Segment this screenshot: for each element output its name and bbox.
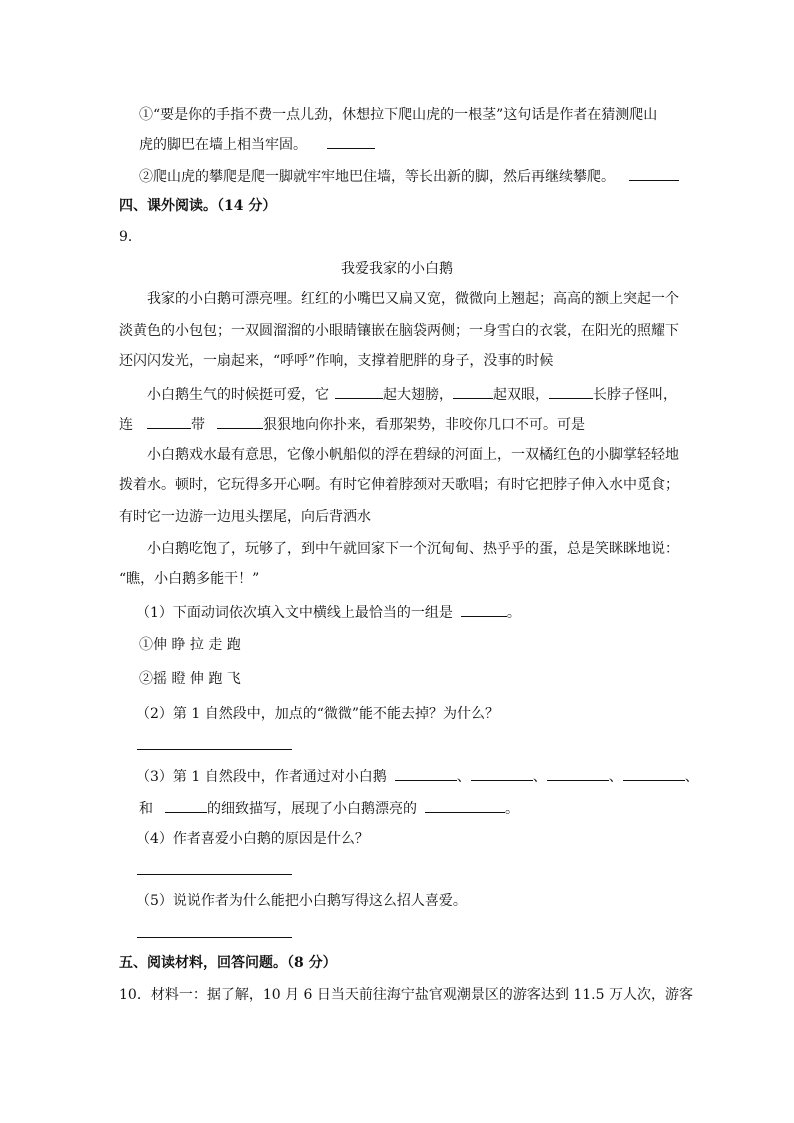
judgement-item-2 xyxy=(139,166,679,186)
paragraph-3-line-1: 小白鹅戏水最有意思，它像小帆船似的浮在碧绿的河面上，一双橘红色的小脚掌轻轻地 xyxy=(147,447,679,463)
paragraph-2-text-g: 狠狠地向你扑来，看那架势，非咬你几口不可。可是 xyxy=(263,417,585,433)
paragraph-2-line-2 xyxy=(119,414,585,434)
fill-blank[interactable] xyxy=(335,384,383,399)
fill-blank[interactable] xyxy=(217,414,263,429)
separator: 、 xyxy=(532,769,547,785)
question-9-1-text: （1）下面动词依次填入文中横线上最恰当的一组是 xyxy=(136,605,453,621)
paragraph-2-text-a: 小白鹅生气的时候挺可爱，它 xyxy=(147,387,329,403)
paragraph-2-text-d: 长脖子怪叫， xyxy=(593,387,677,403)
section-heading-4: 四、课外阅读。（14 分） xyxy=(119,198,277,214)
judgement-item-1-text: 虎的脚巴在墙上相当牢固。 xyxy=(139,137,307,153)
question-9-4: （4）作者喜爱小白鹅的原因是什么？ xyxy=(136,831,369,847)
paragraph-4-line-2: “瞧，小白鹅多能干！” xyxy=(119,571,260,587)
answer-blank[interactable] xyxy=(629,166,679,181)
option-1: ①伸 睁 拉 走 跑 xyxy=(139,637,241,653)
question-9-3-text-b: 和 xyxy=(139,801,153,817)
paragraph-3-line-3: 有时它一边游一边甩头摆尾，向后背洒水 xyxy=(119,509,371,525)
paragraph-2-text-e: 连 xyxy=(119,417,133,433)
paragraph-2-text-c: 起双眼， xyxy=(493,387,549,403)
separator: 、 xyxy=(684,769,699,785)
question-9-3-line-1 xyxy=(136,766,699,786)
answer-line[interactable] xyxy=(137,749,292,750)
question-9-3-line-2 xyxy=(139,798,519,818)
question-9-3-end: 。 xyxy=(505,801,519,817)
option-2: ②摇 瞪 伸 跑 飞 xyxy=(139,671,241,687)
answer-blank[interactable] xyxy=(327,134,375,149)
judgement-item-2-text: ②爬山虎的攀爬是爬一脚就牢牢地巴住墙，等长出新的脚，然后再继续攀爬。 xyxy=(139,169,615,185)
answer-line[interactable] xyxy=(137,937,292,938)
question-9-3-text-c: 的细致描写，展现了小白鹅漂亮的 xyxy=(207,801,417,817)
paragraph-2-line-1 xyxy=(147,384,677,404)
separator: 、 xyxy=(456,769,471,785)
paragraph-1-line-2: 淡黄色的小包包；一双圆溜溜的小眼睛镶嵌在脑袋两侧；一身雪白的衣裳，在阳光的照耀下 xyxy=(119,323,679,339)
question-number-9: 9． xyxy=(119,229,142,245)
fill-blank[interactable] xyxy=(623,766,685,781)
answer-blank[interactable] xyxy=(461,602,507,617)
question-9-1-end: 。 xyxy=(506,605,521,621)
fill-blank[interactable] xyxy=(147,414,191,429)
paragraph-2-text-b: 起大翅膀， xyxy=(383,387,453,403)
paragraph-1-line-1: 我家的小白鹅可漂亮哩。红红的小嘴巴又扁又宽，微微向上翘起；高高的额上突起一个 xyxy=(147,291,679,307)
separator: 、 xyxy=(608,769,623,785)
judgement-item-1-line-2 xyxy=(139,134,375,154)
fill-blank[interactable] xyxy=(395,766,457,781)
section-heading-5: 五、阅读材料，回答问题。（8 分） xyxy=(119,955,337,971)
fill-blank[interactable] xyxy=(549,384,593,399)
fill-blank[interactable] xyxy=(425,798,505,813)
fill-blank[interactable] xyxy=(471,766,533,781)
fill-blank[interactable] xyxy=(547,766,609,781)
question-9-2: （2）第 1 自然段中，加点的“微微”能不能去掉？为什么？ xyxy=(136,706,500,722)
judgement-item-1-line-1: ①“要是你的手指不费一点儿劲，休想拉下爬山虎的一根茎”这句话是作者在猜测爬山 xyxy=(139,107,658,123)
fill-blank[interactable] xyxy=(165,798,207,813)
answer-line[interactable] xyxy=(137,874,292,875)
passage-title: 我爱我家的小白鹅 xyxy=(341,261,453,277)
paragraph-4-line-1: 小白鹅吃饱了，玩够了，到中午就回家下一个沉甸甸、热乎乎的蛋，总是笑眯眯地说： xyxy=(147,541,679,557)
question-9-5: （5）说说作者为什么能把小白鹅写得这么招人喜爱。 xyxy=(136,893,467,909)
paragraph-2-text-f: 带 xyxy=(191,417,205,433)
paragraph-1-line-3: 还闪闪发光，一扇起来，“呼呼”作响，支撑着肥胖的身子，没事的时候 xyxy=(119,353,554,369)
question-9-1 xyxy=(136,602,521,622)
paragraph-3-line-2: 拨着水。顿时，它玩得多开心啊。有时它伸着脖颈对天歌唱；有时它把脖子伸入水中觅食； xyxy=(119,477,679,493)
question-9-3-text: （3）第 1 自然段中，作者通过对小白鹅 xyxy=(136,769,387,785)
fill-blank[interactable] xyxy=(453,384,493,399)
question-10-line-1: 10．材料一：据了解，10 月 6 日当天前往海宁盐官观潮景区的游客达到 11.5 万人次，游客 xyxy=(119,987,693,1003)
